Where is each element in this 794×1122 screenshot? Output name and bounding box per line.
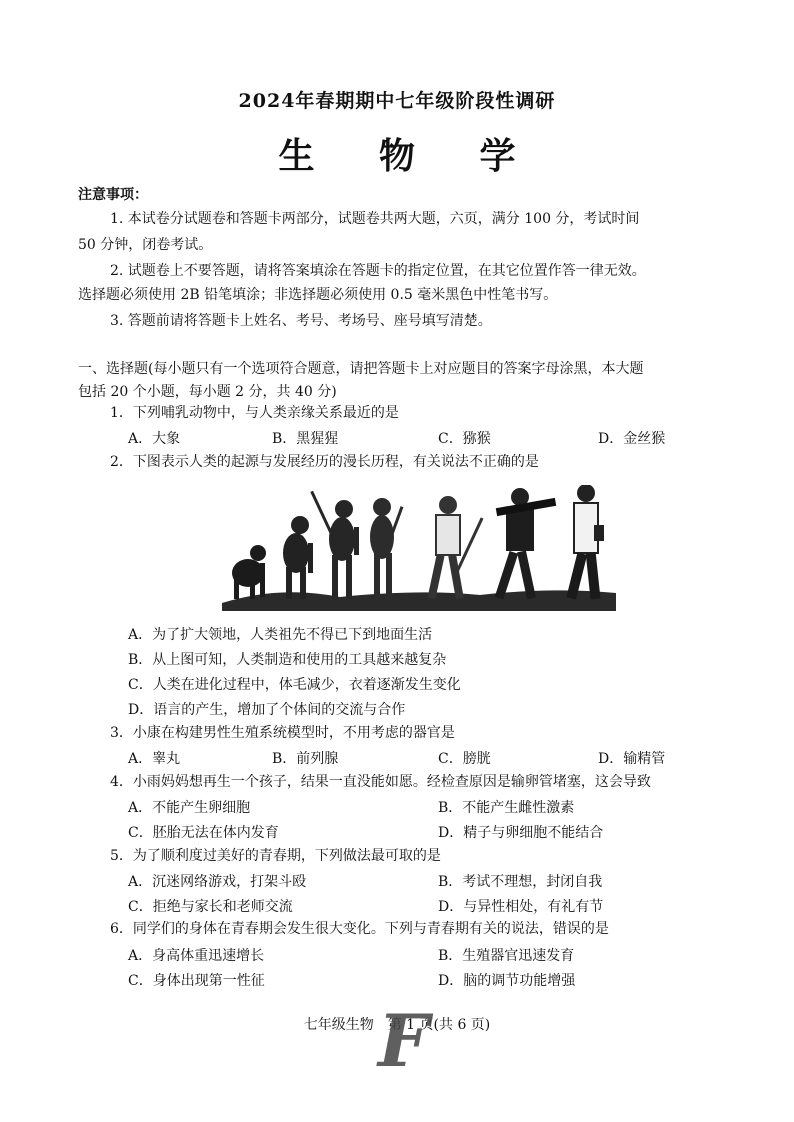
notice-item-2-cont: 选择题必须使用 2B 铅笔填涂；非选择题必须使用 0.5 毫米黑色中性笔书写。	[78, 287, 558, 303]
q1-option-a: A．大象	[128, 431, 181, 447]
exam-title: 2024年春期期中七年级阶段性调研	[238, 90, 556, 112]
q1-option-b: B．黑猩猩	[272, 431, 339, 447]
q6-option-a: A．身高体重迅速增长	[128, 948, 265, 964]
q4-option-c: C．胚胎无法在体内发育	[128, 825, 279, 841]
question-2: 2．下图表示人类的起源与发展经历的漫长历程，有关说法不正确的是	[110, 454, 539, 470]
q6-option-c: C．身体出现第一性征	[128, 973, 265, 989]
page-footer: 七年级生物 第 1 页(共 6 页)	[303, 1017, 491, 1033]
section-heading-cont: 包括 20 个小题，每小题 2 分，共 40 分)	[78, 384, 337, 400]
q3-option-a: A．睾丸	[128, 751, 181, 767]
notice-item-1: 1. 本试卷分试题卷和答题卡两部分，试题卷共两大题，六页，满分 100 分，考试时间	[110, 211, 640, 227]
q2-option-d: D．语言的产生，增加了个体间的交流与合作	[128, 702, 406, 718]
q5-option-c: C．拒绝与家长和老师交流	[128, 899, 293, 915]
q1-option-c: C．猕猴	[438, 431, 491, 447]
q5-option-b: B．考试不理想，封闭自我	[438, 874, 603, 890]
q4-option-b: B．不能产生雌性激素	[438, 800, 575, 816]
question-6: 6．同学们的身体在青春期会发生很大变化。下列与青春期有关的说法，错误的是	[110, 921, 609, 937]
subject-title: 生 物 学	[278, 135, 542, 177]
question-4: 4．小雨妈妈想再生一个孩子，结果一直没能如愿。经检查原因是输卵管堵塞，这会导致	[110, 774, 651, 790]
notice-item-1-cont: 50 分钟，闭卷考试。	[78, 237, 213, 253]
paper-version-mark: F	[378, 998, 430, 1083]
q2-option-c: C．人类在进化过程中，体毛减少，衣着逐渐发生变化	[128, 677, 461, 693]
notice-item-3: 3. 答题前请将答题卡上姓名、考号、考场号、座号填写清楚。	[110, 313, 492, 329]
notice-item-2: 2. 试题卷上不要答题，请将答案填涂在答题卡的指定位置，在其它位置作答一律无效。	[110, 263, 646, 279]
q6-option-b: B．生殖器官迅速发育	[438, 948, 575, 964]
q3-option-d: D．输精管	[598, 751, 666, 767]
question-3: 3．小康在构建男性生殖系统模型时，不用考虑的器官是	[110, 725, 455, 741]
q5-option-a: A．沉迷网络游戏，打架斗殴	[128, 874, 307, 890]
q2-option-b: B．从上图可知，人类制造和使用的工具越来越复杂	[128, 652, 447, 668]
question-5: 5．为了顺利度过美好的青春期，下列做法最可取的是	[110, 848, 441, 864]
q6-option-d: D．脑的调节功能增强	[438, 973, 576, 989]
q4-option-a: A．不能产生卵细胞	[128, 800, 251, 816]
q3-option-c: C．膀胱	[438, 751, 491, 767]
q4-option-d: D．精子与卵细胞不能结合	[438, 825, 604, 841]
ground-shadow	[222, 590, 616, 611]
notice-heading: 注意事项：	[78, 187, 148, 203]
human-evolution-figure	[220, 485, 618, 613]
q1-option-d: D．金丝猴	[598, 431, 666, 447]
q2-option-a: A．为了扩大领地，人类祖先不得已下到地面生活	[128, 627, 433, 643]
q3-option-b: B．前列腺	[272, 751, 339, 767]
question-1: 1．下列哺乳动物中，与人类亲缘关系最近的是	[110, 405, 399, 421]
section-heading: 一、选择题(每小题只有一个选项符合题意，请把答题卡上对应题目的答案字母涂黑，本大题	[78, 361, 644, 377]
q5-option-d: D．与异性相处，有礼有节	[438, 899, 604, 915]
